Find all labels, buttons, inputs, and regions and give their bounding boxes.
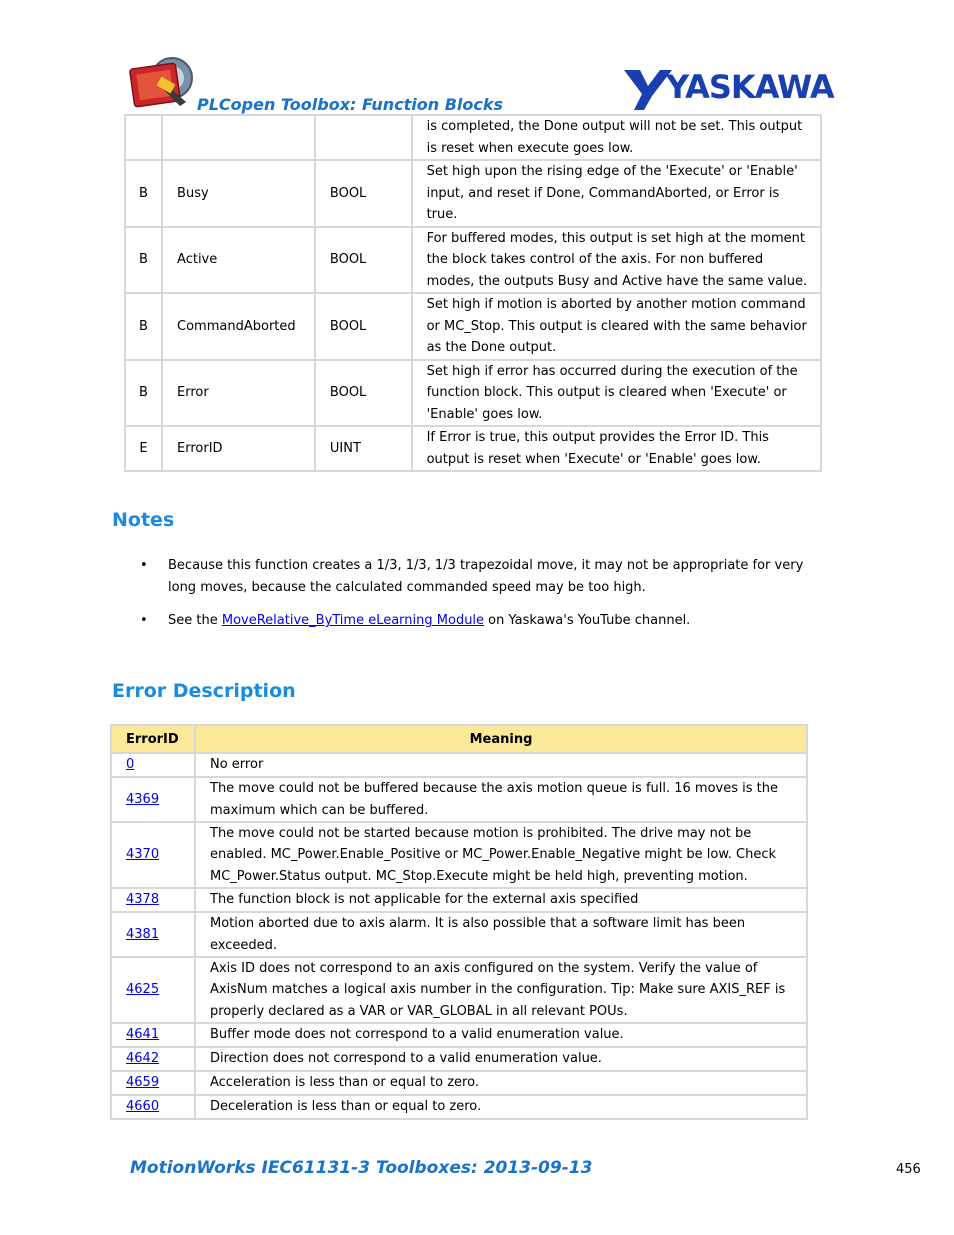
error-id-link[interactable]: 4660 (126, 1099, 160, 1115)
param-datatype: BOOL (315, 293, 412, 360)
error-id-link[interactable]: 4378 (126, 892, 160, 908)
table-row (125, 426, 821, 471)
error-meaning: Axis ID does not correspond to an axis configured on the system. Verify the value of AxisNum matches a logical axis number in the configuration. Tip: Make sure AXIS_REF is properly declared as a VAR or VAR_GLOBAL in all relevant POUs. (195, 957, 807, 1023)
param-name: Busy (162, 160, 315, 227)
error-id-link[interactable]: 4381 (126, 926, 160, 942)
param-type: B (125, 227, 162, 294)
column-header-meaning: Meaning (195, 725, 807, 753)
param-type: E (125, 426, 162, 471)
param-description: If Error is true, this output provides the Error ID. This output is reset when 'Execute' or 'Enable' goes low. (412, 426, 821, 471)
error-meaning: The move could not be buffered because the axis motion queue is full. 16 moves is the maximum which can be buffered. (195, 777, 807, 822)
outputs-table (124, 114, 822, 472)
elearning-module-link[interactable]: MoveRelative_ByTime eLearning Module (221, 613, 485, 628)
error-id-link[interactable]: 4659 (126, 1075, 160, 1091)
yaskawa-logo (622, 66, 844, 110)
param-name: CommandAborted (162, 293, 315, 360)
table-row (125, 293, 821, 360)
param-type: B (125, 360, 162, 427)
svg-text:YASKAWA: YASKAWA (666, 68, 834, 106)
page-number: 456 (896, 1162, 921, 1177)
error-id-link[interactable]: 4642 (126, 1051, 160, 1067)
param-description: is completed, the Done output will not be set. This output is reset when execute goes low. (412, 115, 821, 160)
param-type: B (125, 160, 162, 227)
table-row (111, 1023, 807, 1047)
note-text: Because this function creates a 1/3, 1/3, 1/3 trapezoidal move, it may not be appropriate for very long moves, because the calculated commanded speed may be too high. (168, 558, 804, 595)
error-id-link[interactable]: 4369 (126, 791, 160, 807)
table-row (111, 888, 807, 912)
table-row (111, 912, 807, 957)
error-meaning: No error (195, 753, 807, 777)
notes-list (140, 555, 830, 644)
bullet-icon: • (140, 558, 148, 573)
error-id-link[interactable]: 4625 (126, 982, 160, 998)
error-id-link[interactable]: 4641 (126, 1027, 160, 1043)
error-id-link[interactable]: 4370 (126, 847, 160, 863)
table-row (111, 777, 807, 822)
table-row (125, 360, 821, 427)
table-header-row (111, 725, 807, 753)
param-description: Set high if error has occurred during the execution of the function block. This output is cleared when 'Execute' or 'Enable' goes low. (412, 360, 821, 427)
note-suffix: on Yaskawa's YouTube channel. (484, 613, 691, 628)
error-id-link[interactable]: 0 (126, 757, 135, 773)
table-row (125, 115, 821, 160)
error-description-heading: Error Description (112, 680, 296, 702)
param-name (162, 115, 315, 160)
notes-heading: Notes (112, 509, 175, 531)
param-name: ErrorID (162, 426, 315, 471)
table-row (111, 957, 807, 1023)
error-meaning: Direction does not correspond to a valid enumeration value. (195, 1047, 807, 1071)
error-table (110, 724, 808, 1120)
param-type (125, 115, 162, 160)
param-description: Set high upon the rising edge of the 'Execute' or 'Enable' input, and reset if Done, CommandAborted, or Error is true. (412, 160, 821, 227)
param-datatype: UINT (315, 426, 412, 471)
bullet-icon: • (140, 613, 148, 628)
param-description: For buffered modes, this output is set high at the moment the block takes control of the axis. For non buffered modes, the outputs Busy and Active have the same value. (412, 227, 821, 294)
table-row (125, 160, 821, 227)
error-meaning: The function block is not applicable for the external axis specified (195, 888, 807, 912)
table-row (111, 1047, 807, 1071)
error-meaning: Deceleration is less than or equal to zero. (195, 1095, 807, 1119)
column-header-errorid: ErrorID (111, 725, 195, 753)
footer-title: MotionWorks IEC61131-3 Toolboxes: 2013-09-13 (130, 1158, 593, 1178)
param-datatype: BOOL (315, 160, 412, 227)
table-row (111, 1095, 807, 1119)
param-name: Error (162, 360, 315, 427)
error-meaning: Buffer mode does not correspond to a valid enumeration value. (195, 1023, 807, 1047)
param-datatype: BOOL (315, 227, 412, 294)
note-prefix: See the (168, 613, 222, 628)
error-meaning: The move could not be started because motion is prohibited. The drive may not be enabled. MC_Power.Enable_Positive or MC_Power.Enable_Negative might be low. Check MC_Power.Status output. MC_Stop.Execute might be held high, preventing motion. (195, 822, 807, 888)
list-item (140, 555, 830, 598)
header-title: PLCopen Toolbox: Function Blocks (197, 95, 504, 114)
table-row (125, 227, 821, 294)
toolbox-logo-icon (128, 56, 198, 110)
error-meaning: Acceleration is less than or equal to zero. (195, 1071, 807, 1095)
list-item (140, 610, 830, 632)
param-type: B (125, 293, 162, 360)
param-description: Set high if motion is aborted by another motion command or MC_Stop. This output is cleared with the same behavior as the Done output. (412, 293, 821, 360)
param-datatype (315, 115, 412, 160)
table-row (111, 1071, 807, 1095)
param-datatype: BOOL (315, 360, 412, 427)
table-row (111, 822, 807, 888)
param-name: Active (162, 227, 315, 294)
table-row (111, 753, 807, 777)
error-meaning: Motion aborted due to axis alarm. It is also possible that a software limit has been exceeded. (195, 912, 807, 957)
